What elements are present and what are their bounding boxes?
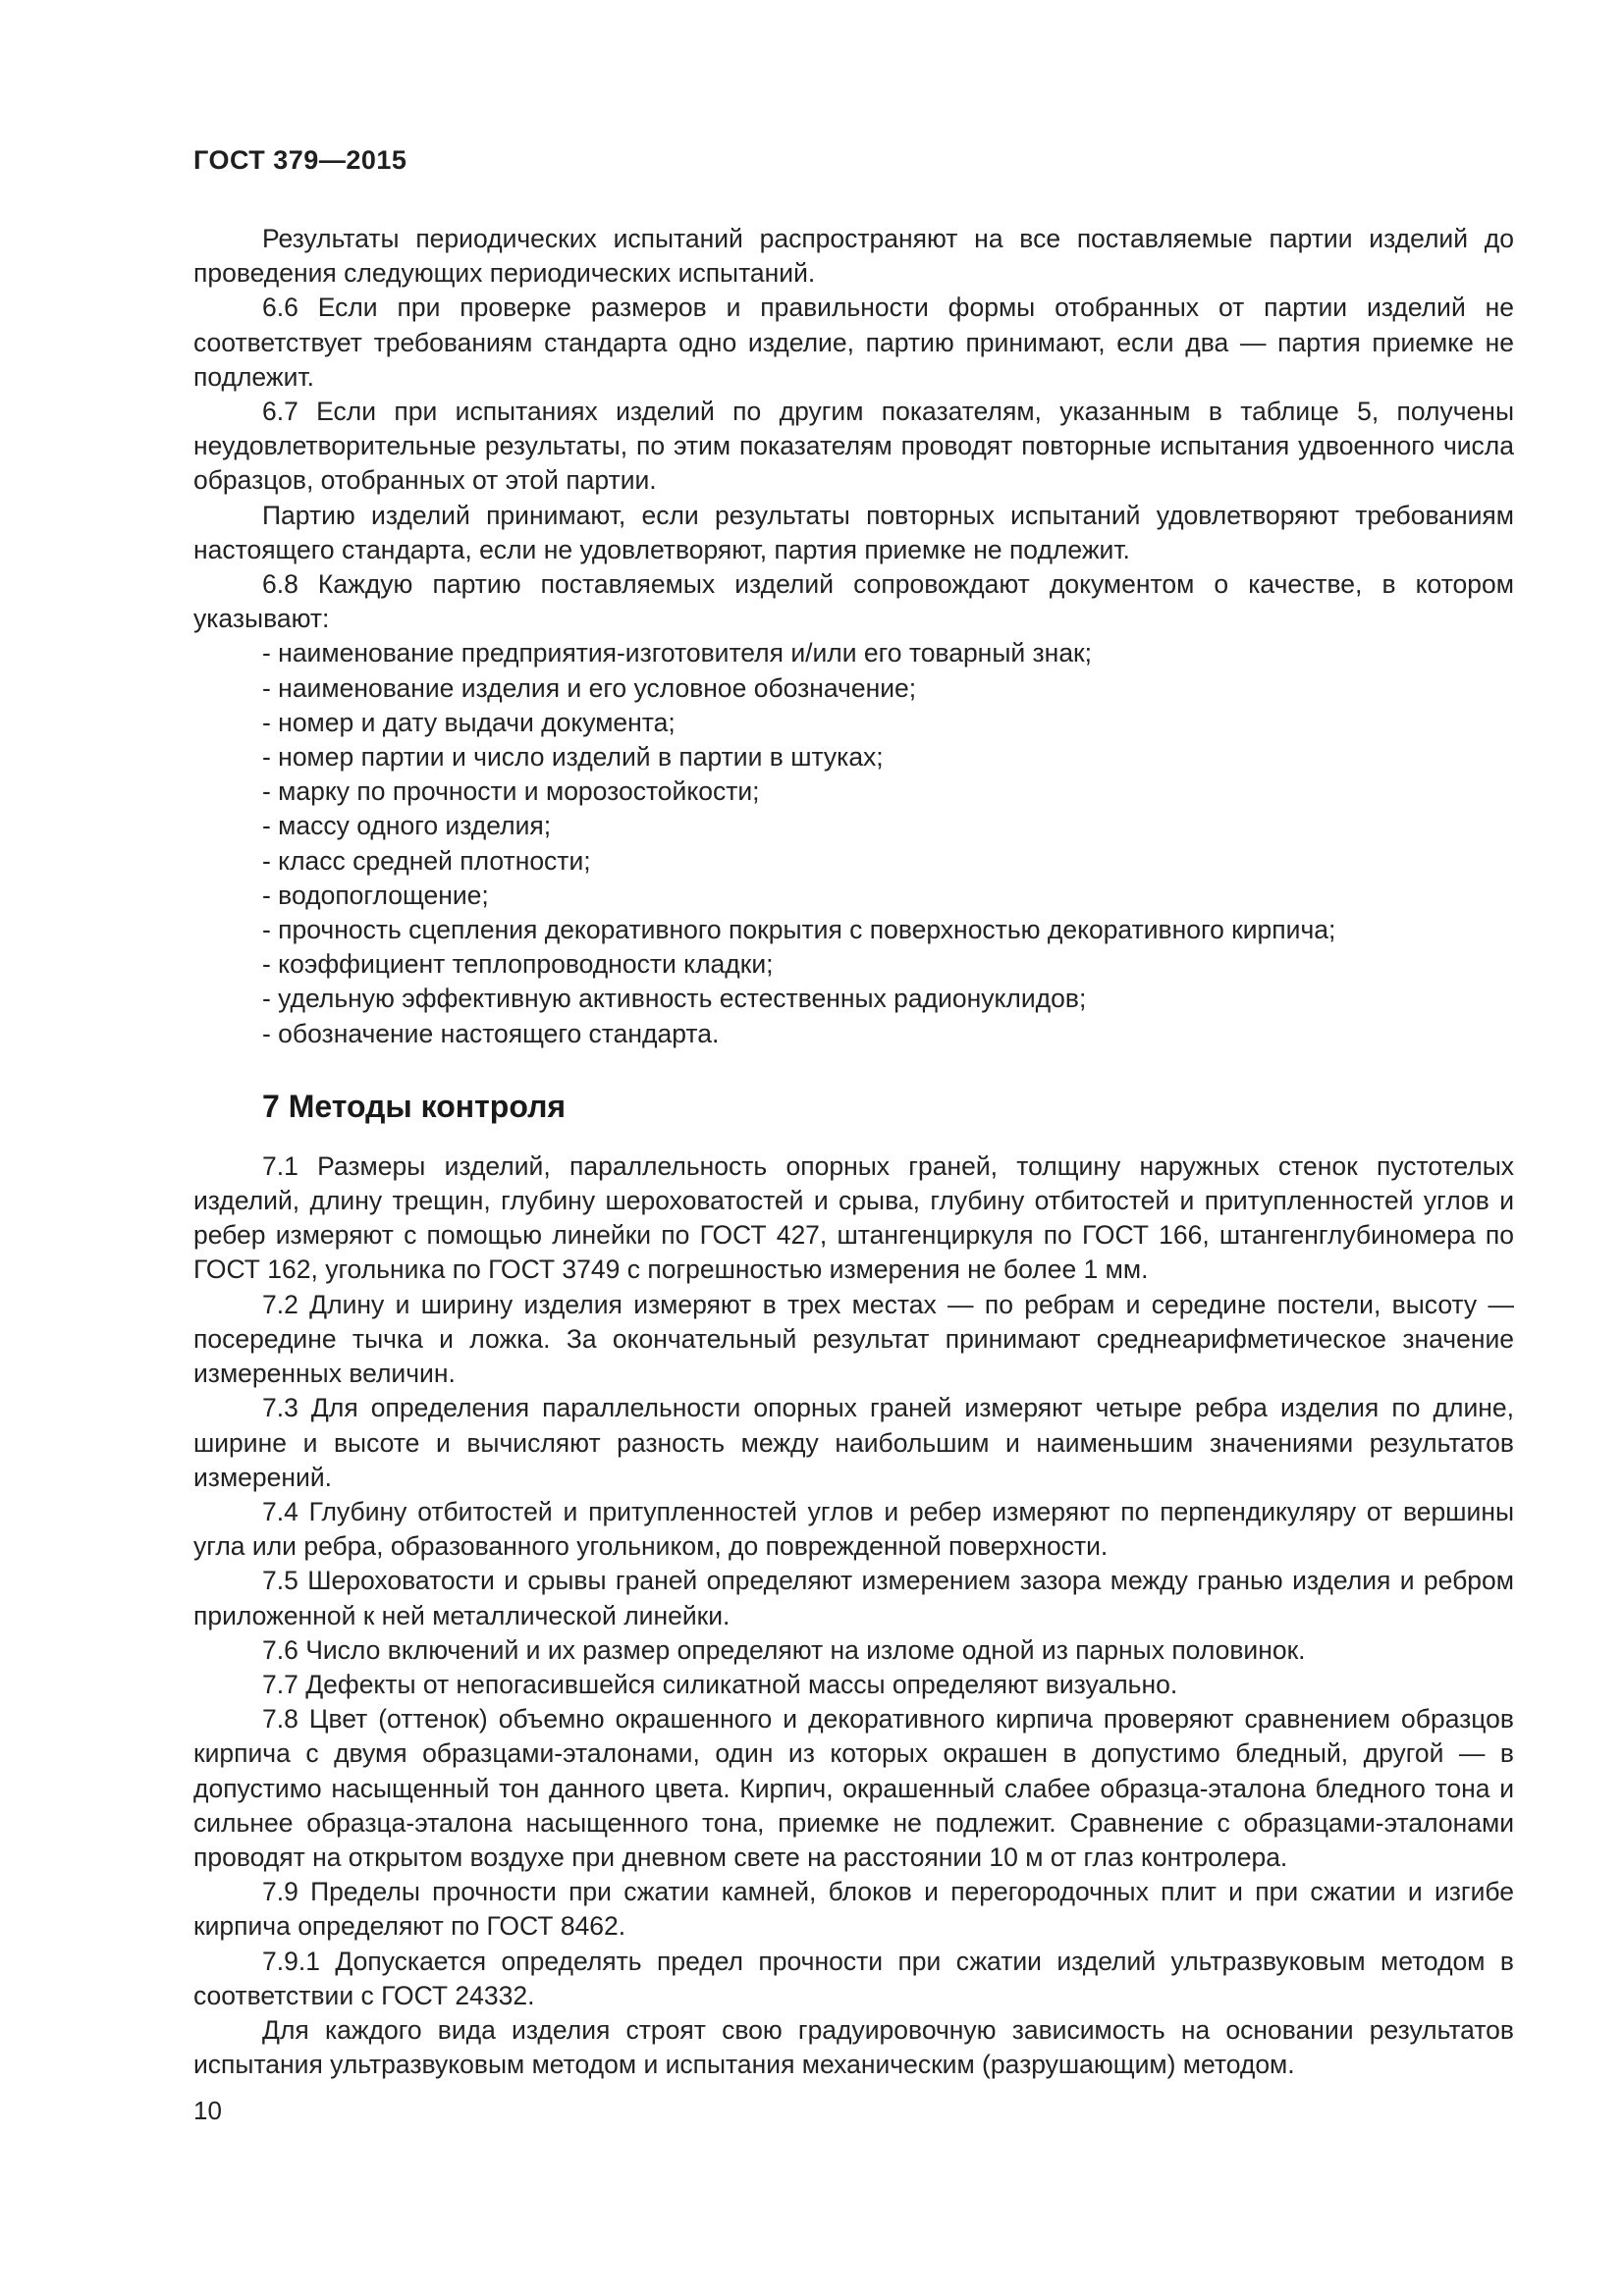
paragraph-6-8: 6.8 Каждую партию поставляемых изделий сопровождают документом о качестве, в котором указывают: [193,569,1514,634]
paragraph: Для каждого вида изделия строят свою градуировочную зависимость на основании результатов испытания ультразвуковым методом и испытания механическим (разрушающим) методом. [193,2014,1514,2080]
list-item: - прочность сцепления декоративного покрытия с поверхностью декоративного кирпича; [262,915,1336,945]
paragraph-7-4: 7.4 Глубину отбитостей и притупленностей углов и ребер измеряют по перпендикуляру от вершины угла или ребра, образованного угольником, до поврежденной поверхности. [193,1496,1514,1562]
paragraph: Результаты периодических испытаний распространяют на все поставляемые партии изделий до проведения следующих периодических испытаний. [193,224,1514,289]
paragraph-6-6: 6.6 Если при проверке размеров и правильности формы отобранных от партии изделий не соответствует требованиям стандарта одно изделие, партию принимают, если два — партия приемке не подлежит. [193,293,1514,392]
paragraph-7-3: 7.3 Для определения параллельности опорных граней измеряют четыре ребра изделия по длине, ширине и высоте и вычисляют разность между наибольшим и наименьшим значениями результатов измерений. [193,1393,1514,1492]
paragraph-7-9-1: 7.9.1 Допускается определять предел прочности при сжатии изделий ультразвуковым методом в соответствии с ГОСТ 24332. [193,1946,1514,2010]
paragraph-7-7: 7.7 Дефекты от непогасившейся силикатной массы определяют визуально. [262,1669,1178,1699]
paragraph: Партию изделий принимают, если результаты повторных испытаний удовлетворяют требованиям настоящего стандарта, если не удовлетворяют, партия приемке не подлежит. [193,500,1514,564]
list-item: - массу одного изделия; [262,811,552,841]
page-number: 10 [193,2096,222,2125]
list-item: - наименование предприятия-изготовителя и/или его товарный знак; [262,638,1093,668]
document-header-code: ГОСТ 379—2015 [193,145,407,175]
list-item: - номер и дату выдачи документа; [262,707,676,737]
paragraph-6-7: 6.7 Если при испытаниях изделий по другим показателям, указанным в таблице 5, получены неудовлетворительные результаты, по этим показателям проводят повторные испытания удвоенного числа образцов, отобранных от этой партии. [193,397,1514,496]
list-item: - обозначение настоящего стандарта. [262,1018,720,1048]
list-item: - номер партии и число изделий в партии в штуках; [262,742,884,773]
list-item: - наименование изделия и его условное обозначение; [262,672,917,703]
document-body [193,222,1514,2082]
paragraph-7-9: 7.9 Пределы прочности при сжатии камней, блоков и перегородочных плит и при сжатии и изгибе кирпича определяют по ГОСТ 8462. [193,1877,1514,1942]
list-item: - водопоглощение; [262,880,489,910]
paragraph-7-8: 7.8 Цвет (оттенок) объемно окрашенного и декоративного кирпича проверяют сравнением образцов кирпича с двумя образцами-эталонами, один из которых окрашен в допустимо бледный, другой — в допустимо насыщенный тон данного цвета. Кирпич, окрашенный слабее образца-эталона бледного тона и сильнее образца-эталона насыщенного тона, приемке не подлежит. Сравнение с образцами-эталонами проводят на открытом воздухе при дневном свете на расстоянии 10 м от глаз контролера. [193,1704,1514,1872]
section-title: 7 Методы контроля [262,1088,567,1124]
paragraph-7-6: 7.6 Число включений и их размер определяют на изломе одной из парных половинок. [262,1634,1306,1665]
list-item: - класс средней плотности; [262,845,591,876]
paragraph-7-2: 7.2 Длину и ширину изделия измеряют в трех местах — по ребрам и середине постели, высоту — посередине тычка и ложка. За окончательный результат принимают среднеарифметическое значение измеренных величин. [193,1289,1514,1389]
paragraph-7-1: 7.1 Размеры изделий, параллельность опорных граней, толщину наружных стенок пустотелых изделий, длину трещин, глубину шероховатостей и срыва, глубину отбитостей и притупленностей углов и ребер измеряют с помощью линейки по ГОСТ 427, штангенциркуля по ГОСТ 166, штангенглубиномера по ГОСТ 162, угольника по ГОСТ 3749 с погрешностью измерения не более 1 мм. [193,1150,1514,1285]
paragraph-7-5: 7.5 Шероховатости и срывы граней определяют измерением зазора между гранью изделия и ребром приложенной к ней металлической линейки. [193,1566,1514,1630]
list-item: - удельную эффективную активность естественных радионуклидов; [262,984,1087,1014]
list-item: - марку по прочности и морозостойкости; [262,776,760,807]
list-item: - коэффициент теплопроводности кладки; [262,949,774,980]
quality-document-list [193,636,1514,1050]
